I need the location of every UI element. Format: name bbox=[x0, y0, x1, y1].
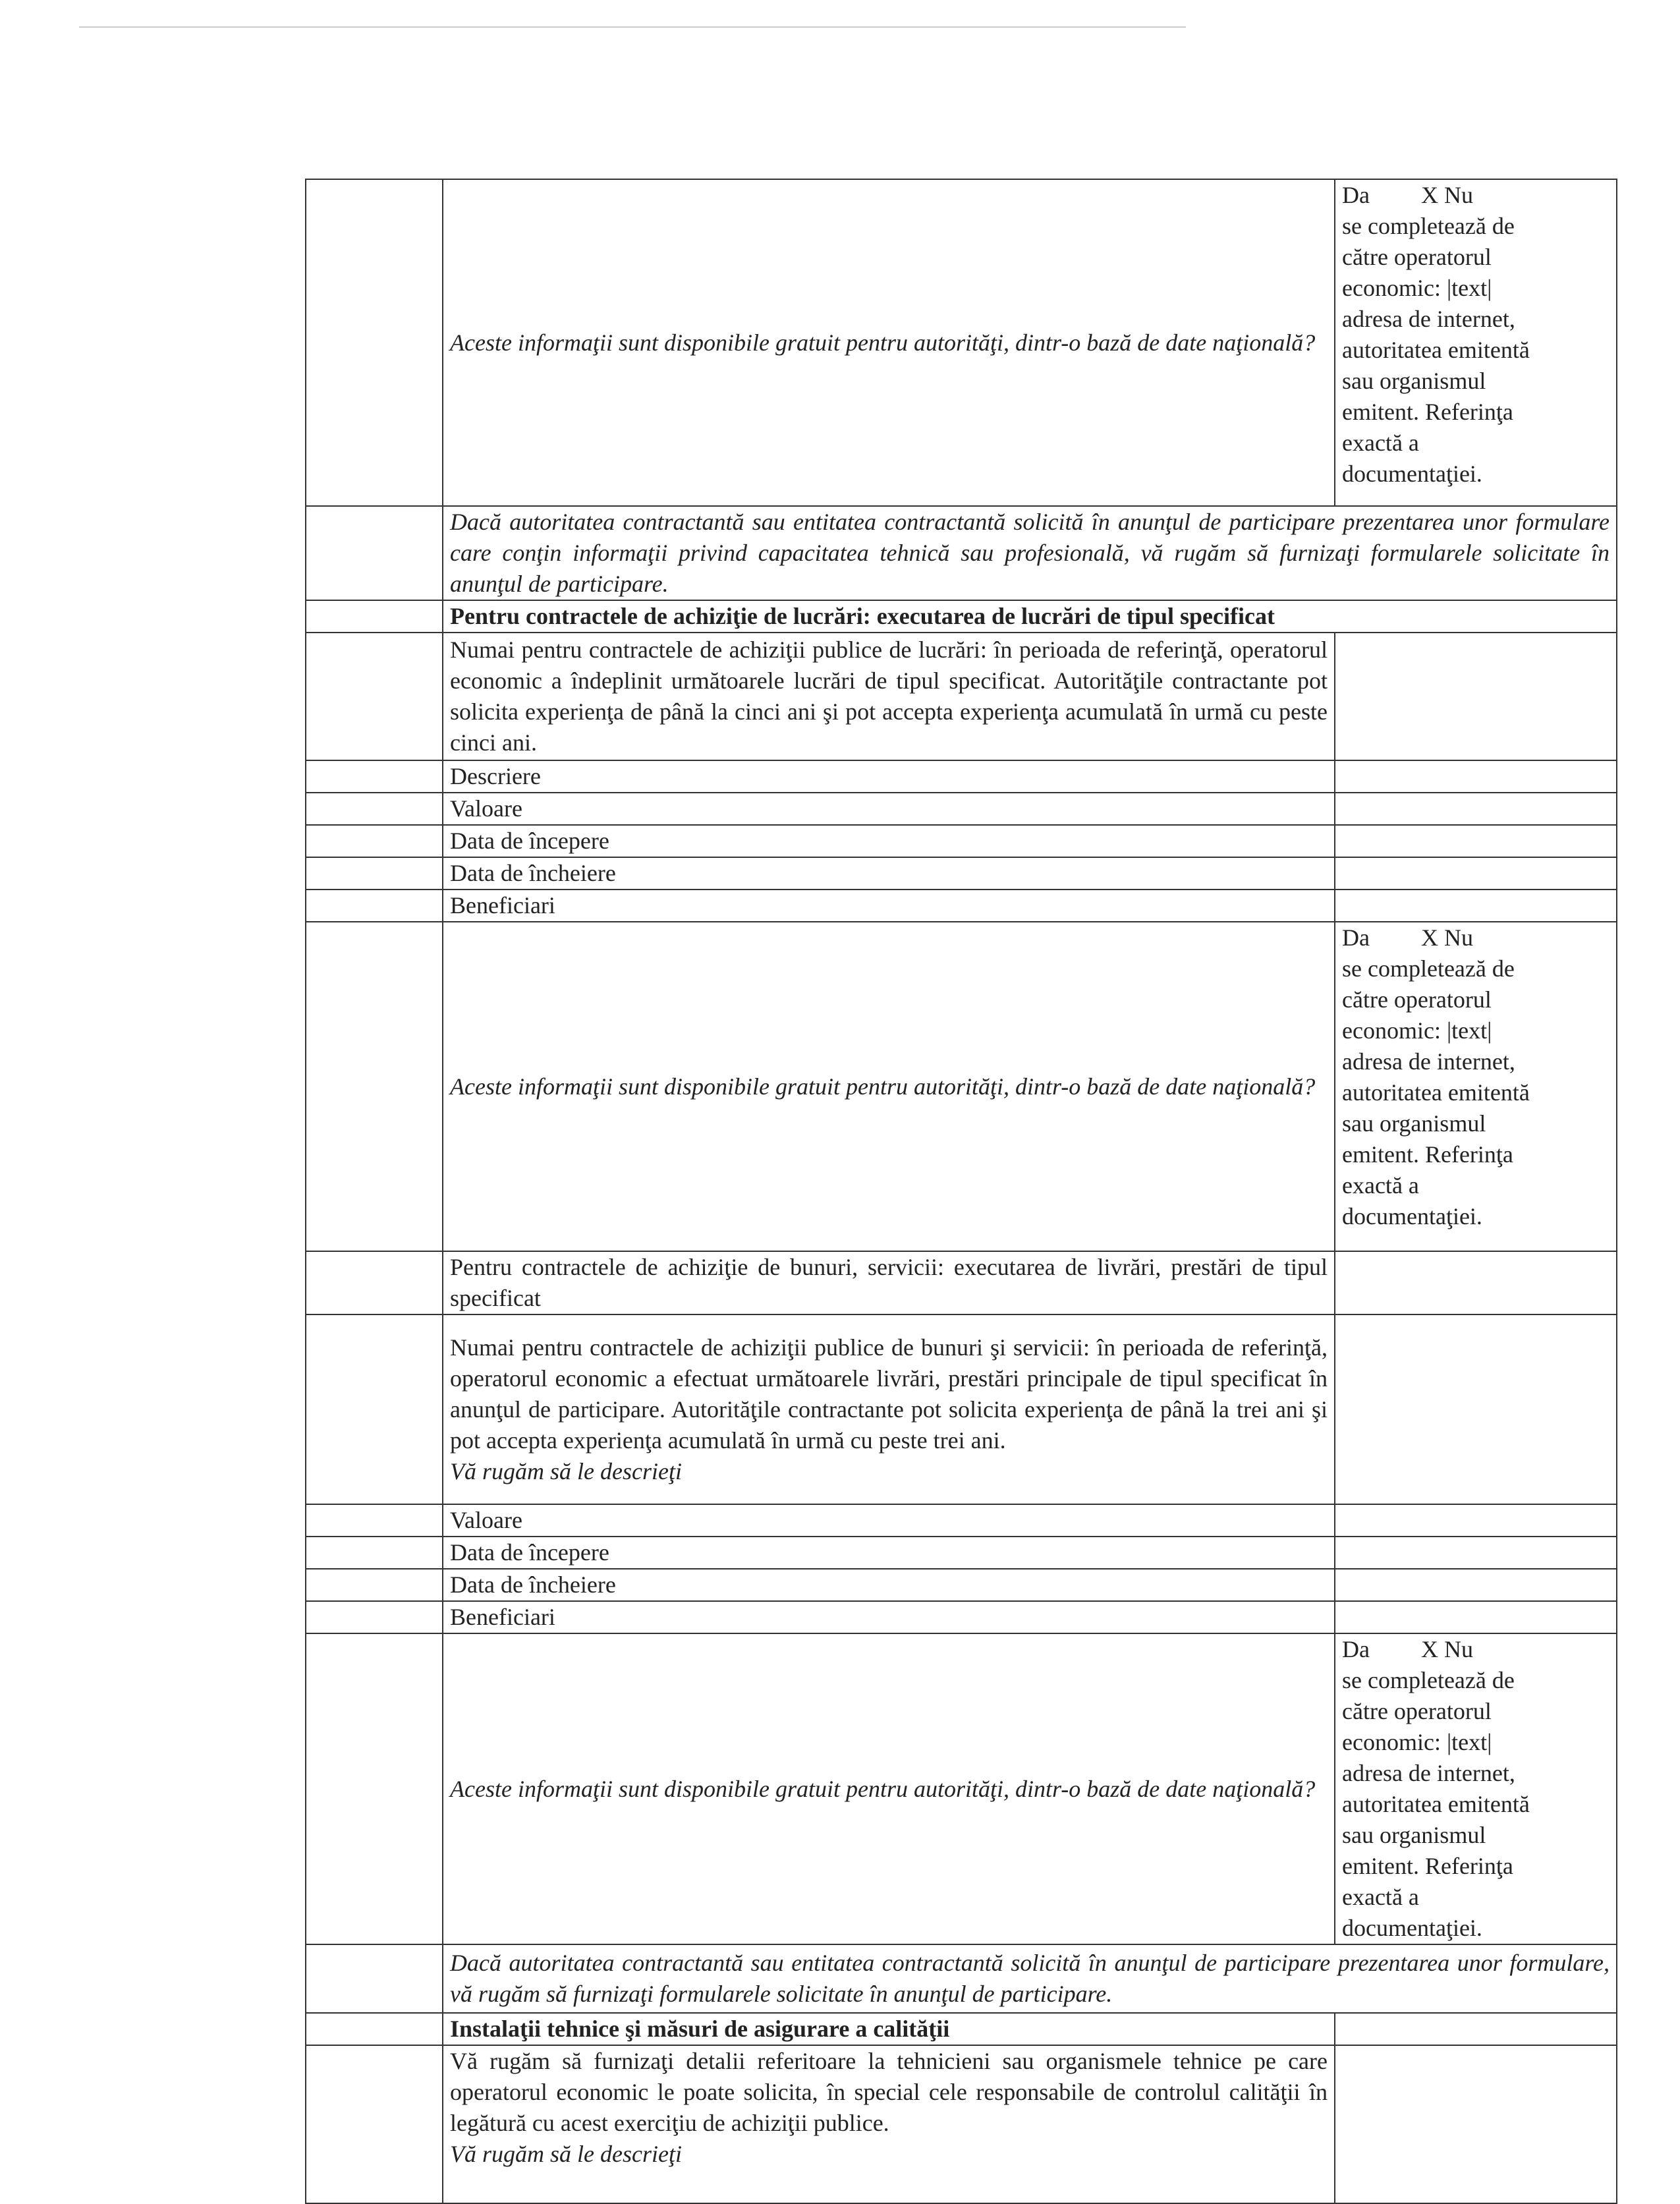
describe-prompt: Vă rugăm să le descrieţi bbox=[450, 2141, 682, 2167]
database-question: Aceste informaţii sunt disponibile gratuit pentru autorităţi, dintr-o bază de date naţională? bbox=[443, 179, 1335, 506]
answer-cell[interactable] bbox=[1335, 179, 1617, 506]
table-row bbox=[306, 1504, 1617, 1537]
quality-section-header: Instalaţii tehnice şi măsuri de asigurare a calităţii bbox=[443, 2013, 1335, 2045]
field-label: Data de încheiere bbox=[443, 857, 1335, 890]
answer-line: sau organismul bbox=[1342, 1110, 1486, 1137]
table-row bbox=[306, 2045, 1617, 2203]
answer-line: adresa de internet, bbox=[1342, 1760, 1515, 1786]
answer-line: exactă a bbox=[1342, 430, 1419, 456]
field-label: Data de începere bbox=[443, 1537, 1335, 1569]
field-value[interactable] bbox=[1335, 890, 1617, 922]
answer-line: către operatorul bbox=[1342, 244, 1492, 270]
table-row bbox=[306, 760, 1617, 793]
quality-description-text: Vă rugăm să furnizaţi detalii referitoare la tehnicieni sau organismele tehnice pe care operatorul economic le poate solicita, în special cele responsabile de controlul calităţii în legătură cu acest exerciţiu de achiziţii publice. bbox=[450, 2048, 1328, 2136]
answer-line: emitent. Referinţa bbox=[1342, 1853, 1513, 1879]
table-row bbox=[306, 179, 1617, 506]
no-option-checked[interactable]: X Nu bbox=[1421, 1636, 1473, 1662]
answer-cell[interactable] bbox=[1335, 1633, 1617, 1944]
row-number-cell bbox=[306, 1537, 443, 1569]
field-value[interactable] bbox=[1335, 857, 1617, 890]
field-value[interactable] bbox=[1335, 1537, 1617, 1569]
table-row bbox=[306, 1314, 1617, 1504]
row-number-cell bbox=[306, 890, 443, 922]
answer-line: se completează de bbox=[1342, 213, 1515, 239]
field-label: Descriere bbox=[443, 760, 1335, 793]
goods-section-header: Pentru contractele de achiziţie de bunuri, servicii: executarea de livrări, prestări de tipul specificat bbox=[443, 1251, 1335, 1314]
answer-line: autoritatea emitentă bbox=[1342, 1079, 1530, 1106]
table-row bbox=[306, 890, 1617, 922]
table-row bbox=[306, 1537, 1617, 1569]
field-label: Valoare bbox=[443, 793, 1335, 825]
answer-line: emitent. Referinţa bbox=[1342, 1141, 1513, 1168]
answer-line: autoritatea emitentă bbox=[1342, 337, 1530, 363]
table-row bbox=[306, 1944, 1617, 2013]
answer-line: documentaţiei. bbox=[1342, 1203, 1482, 1229]
answer-line: exactă a bbox=[1342, 1884, 1419, 1910]
field-label: Data de încheiere bbox=[443, 1569, 1335, 1601]
table-row bbox=[306, 600, 1617, 633]
answer-line: adresa de internet, bbox=[1342, 306, 1515, 332]
table-row bbox=[306, 1601, 1617, 1633]
answer-cell[interactable] bbox=[1335, 1314, 1617, 1504]
answer-line: către operatorul bbox=[1342, 1698, 1492, 1724]
table-row bbox=[306, 1633, 1617, 1944]
database-question: Aceste informaţii sunt disponibile gratuit pentru autorităţi, dintr-o bază de date naţională? bbox=[443, 922, 1335, 1251]
table-row bbox=[306, 1569, 1617, 1601]
answer-line: documentaţiei. bbox=[1342, 1915, 1482, 1941]
table-row bbox=[306, 825, 1617, 857]
field-value[interactable] bbox=[1335, 1504, 1617, 1537]
row-number-cell bbox=[306, 793, 443, 825]
answer-line: autoritatea emitentă bbox=[1342, 1791, 1530, 1817]
capacity-form-table bbox=[305, 179, 1617, 2204]
field-value[interactable] bbox=[1335, 1601, 1617, 1633]
table-row bbox=[306, 922, 1617, 1251]
row-number-cell bbox=[306, 825, 443, 857]
answer-line: sau organismul bbox=[1342, 1822, 1486, 1848]
answer-line: economic: |text| bbox=[1342, 1017, 1492, 1044]
row-number-cell bbox=[443, 2045, 1335, 2203]
row-number-cell bbox=[306, 1601, 443, 1633]
answer-line: documentaţiei. bbox=[1342, 461, 1482, 487]
answer-line: sau organismul bbox=[1342, 368, 1486, 394]
answer-line: către operatorul bbox=[1342, 986, 1492, 1013]
table-row bbox=[306, 857, 1617, 890]
row-number-cell bbox=[306, 857, 443, 890]
answer-cell[interactable] bbox=[1335, 633, 1617, 760]
answer-line: emitent. Referinţa bbox=[1342, 399, 1513, 425]
row-number-cell bbox=[306, 760, 443, 793]
field-label: Beneficiari bbox=[443, 1601, 1335, 1633]
works-description-text: Numai pentru contractele de achiziţii publice de lucrări: în perioada de referinţă, operatorul economic a îndeplinit următoarele lucrări de tipul specificat. Autorităţile contractante pot solicita experienţa de până la cinci ani şi pot accepta experienţa acumulată în urmă cu peste cinci ani. bbox=[443, 633, 1335, 760]
field-value[interactable] bbox=[1335, 825, 1617, 857]
field-value[interactable] bbox=[1335, 760, 1617, 793]
table-row bbox=[306, 633, 1617, 760]
answer-cell[interactable] bbox=[1335, 2045, 1617, 2203]
answer-line: se completează de bbox=[1342, 1667, 1515, 1693]
answer-line: adresa de internet, bbox=[1342, 1048, 1515, 1075]
field-value[interactable] bbox=[1335, 793, 1617, 825]
describe-prompt: Vă rugăm să le descrieţi bbox=[450, 1457, 682, 1484]
answer-line: economic: |text| bbox=[1342, 1729, 1492, 1755]
yes-option[interactable]: Da bbox=[1342, 924, 1370, 951]
answer-cell[interactable] bbox=[1335, 922, 1617, 1251]
row-number-cell bbox=[443, 1314, 1335, 1504]
field-value[interactable] bbox=[1335, 1569, 1617, 1601]
answer-line: economic: |text| bbox=[1342, 275, 1492, 301]
answer-line: se completează de bbox=[1342, 955, 1515, 982]
yes-option[interactable]: Da bbox=[1342, 1636, 1370, 1662]
field-label: Beneficiari bbox=[443, 890, 1335, 922]
row-number-cell bbox=[306, 1569, 443, 1601]
forms-request-text: Dacă autoritatea contractantă sau entitatea contractantă solicită în anunţul de participare prezentarea unor formulare care conţin informaţii privind capacitatea tehnică sau profesională, vă rugăm să furnizaţi formularele solicitate în anunţul de participare. bbox=[443, 506, 1617, 600]
goods-description-text: Numai pentru contractele de achiziţii publice de bunuri şi servicii: în perioada de referinţă, operatorul economic a efectuat următoarele livrări, prestări principale de tipul specificat în anunţul de participare. Autorităţile contractante pot solicita experienţa de până la trei ani şi pot accepta experienţa acumulată în urmă cu peste trei ani. bbox=[450, 1334, 1328, 1454]
forms-request-text: Dacă autoritatea contractantă sau entitatea contractantă solicită în anunţul de participare prezentarea unor formulare, vă rugăm să furnizaţi formularele solicitate în anunţul de participare. bbox=[443, 1944, 1617, 2013]
database-question: Aceste informaţii sunt disponibile gratuit pentru autorităţi, dintr-o bază de date naţională? bbox=[443, 1633, 1335, 1944]
row-number-cell bbox=[306, 1504, 443, 1537]
scan-edge-line bbox=[79, 26, 1186, 28]
field-label: Data de începere bbox=[443, 825, 1335, 857]
table-row bbox=[306, 793, 1617, 825]
table-row bbox=[306, 506, 1617, 600]
no-option-checked[interactable]: X Nu bbox=[1421, 182, 1473, 208]
answer-cell[interactable] bbox=[1335, 1251, 1617, 1314]
no-option-checked[interactable]: X Nu bbox=[1421, 924, 1473, 951]
yes-option[interactable]: Da bbox=[1342, 182, 1370, 208]
works-section-header: Pentru contractele de achiziţie de lucrări: executarea de lucrări de tipul specificat bbox=[443, 600, 1617, 633]
table-row bbox=[306, 1251, 1617, 1314]
answer-line: exactă a bbox=[1342, 1172, 1419, 1199]
table-row bbox=[306, 2013, 1617, 2045]
field-label: Valoare bbox=[443, 1504, 1335, 1537]
